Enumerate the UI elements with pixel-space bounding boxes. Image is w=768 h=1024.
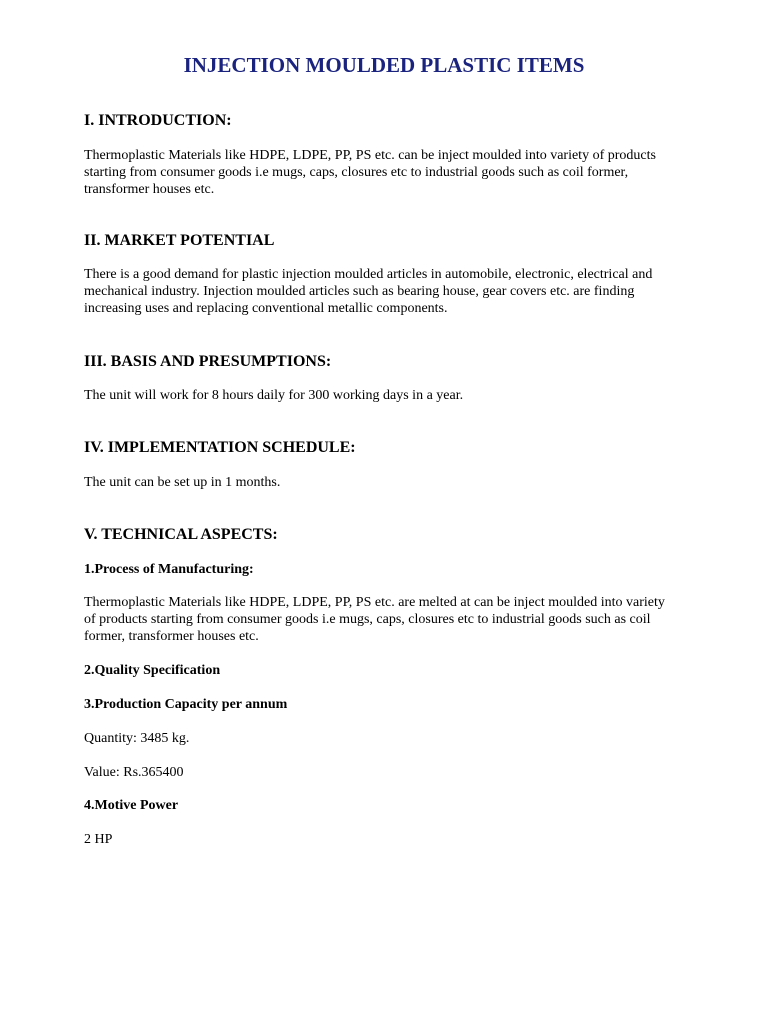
process-line: former, transformer houses etc. [84,629,259,644]
market-potential-paragraph [84,266,684,317]
introduction-heading: I. INTRODUCTION: [84,112,232,129]
motive-power-heading: 4.Motive Power [84,798,179,813]
process-heading: 1.Process of Manufacturing: [84,562,254,577]
production-capacity-heading: 3.Production Capacity per annum [84,697,288,712]
introduction-line: Thermoplastic Materials like HDPE, LDPE, PP, PS etc. can be inject moulded into variety of products [84,148,656,163]
quantity-text: Quantity: 3485 kg. [84,731,190,746]
basis-presumptions-heading: III. BASIS AND PRESUMPTIONS: [84,353,332,370]
process-paragraph [84,594,684,645]
quality-specification-heading: 2.Quality Specification [84,663,221,678]
market-potential-line: mechanical industry. Injection moulded articles such as bearing house, gear covers etc. are finding [84,284,635,299]
introduction-line: transformer houses etc. [84,182,215,197]
technical-aspects-heading: V. TECHNICAL ASPECTS: [84,526,278,543]
document-title: INJECTION MOULDED PLASTIC ITEMS [183,53,585,77]
process-line: of products starting from consumer goods i.e mugs, caps, closures etc to industrial goods such as coil [84,612,651,627]
value-text: Value: Rs.365400 [84,765,184,780]
market-potential-line: increasing uses and replacing conventional metallic components. [84,301,448,316]
implementation-schedule-heading: IV. IMPLEMENTATION SCHEDULE: [84,439,356,456]
introduction-line: starting from consumer goods i.e mugs, caps, closures etc to industrial goods such as coil former, [84,165,629,180]
process-line: Thermoplastic Materials like HDPE, LDPE, PP, PS etc. are melted at can be inject moulded into variety [84,595,665,610]
introduction-paragraph [84,147,684,198]
market-potential-heading: II. MARKET POTENTIAL [84,232,275,249]
implementation-schedule-text: The unit can be set up in 1 months. [84,475,281,490]
motive-power-text: 2 HP [84,832,113,847]
market-potential-line: There is a good demand for plastic injection moulded articles in automobile, electronic, electrical and [84,267,653,282]
basis-presumptions-text: The unit will work for 8 hours daily for 300 working days in a year. [84,388,464,403]
